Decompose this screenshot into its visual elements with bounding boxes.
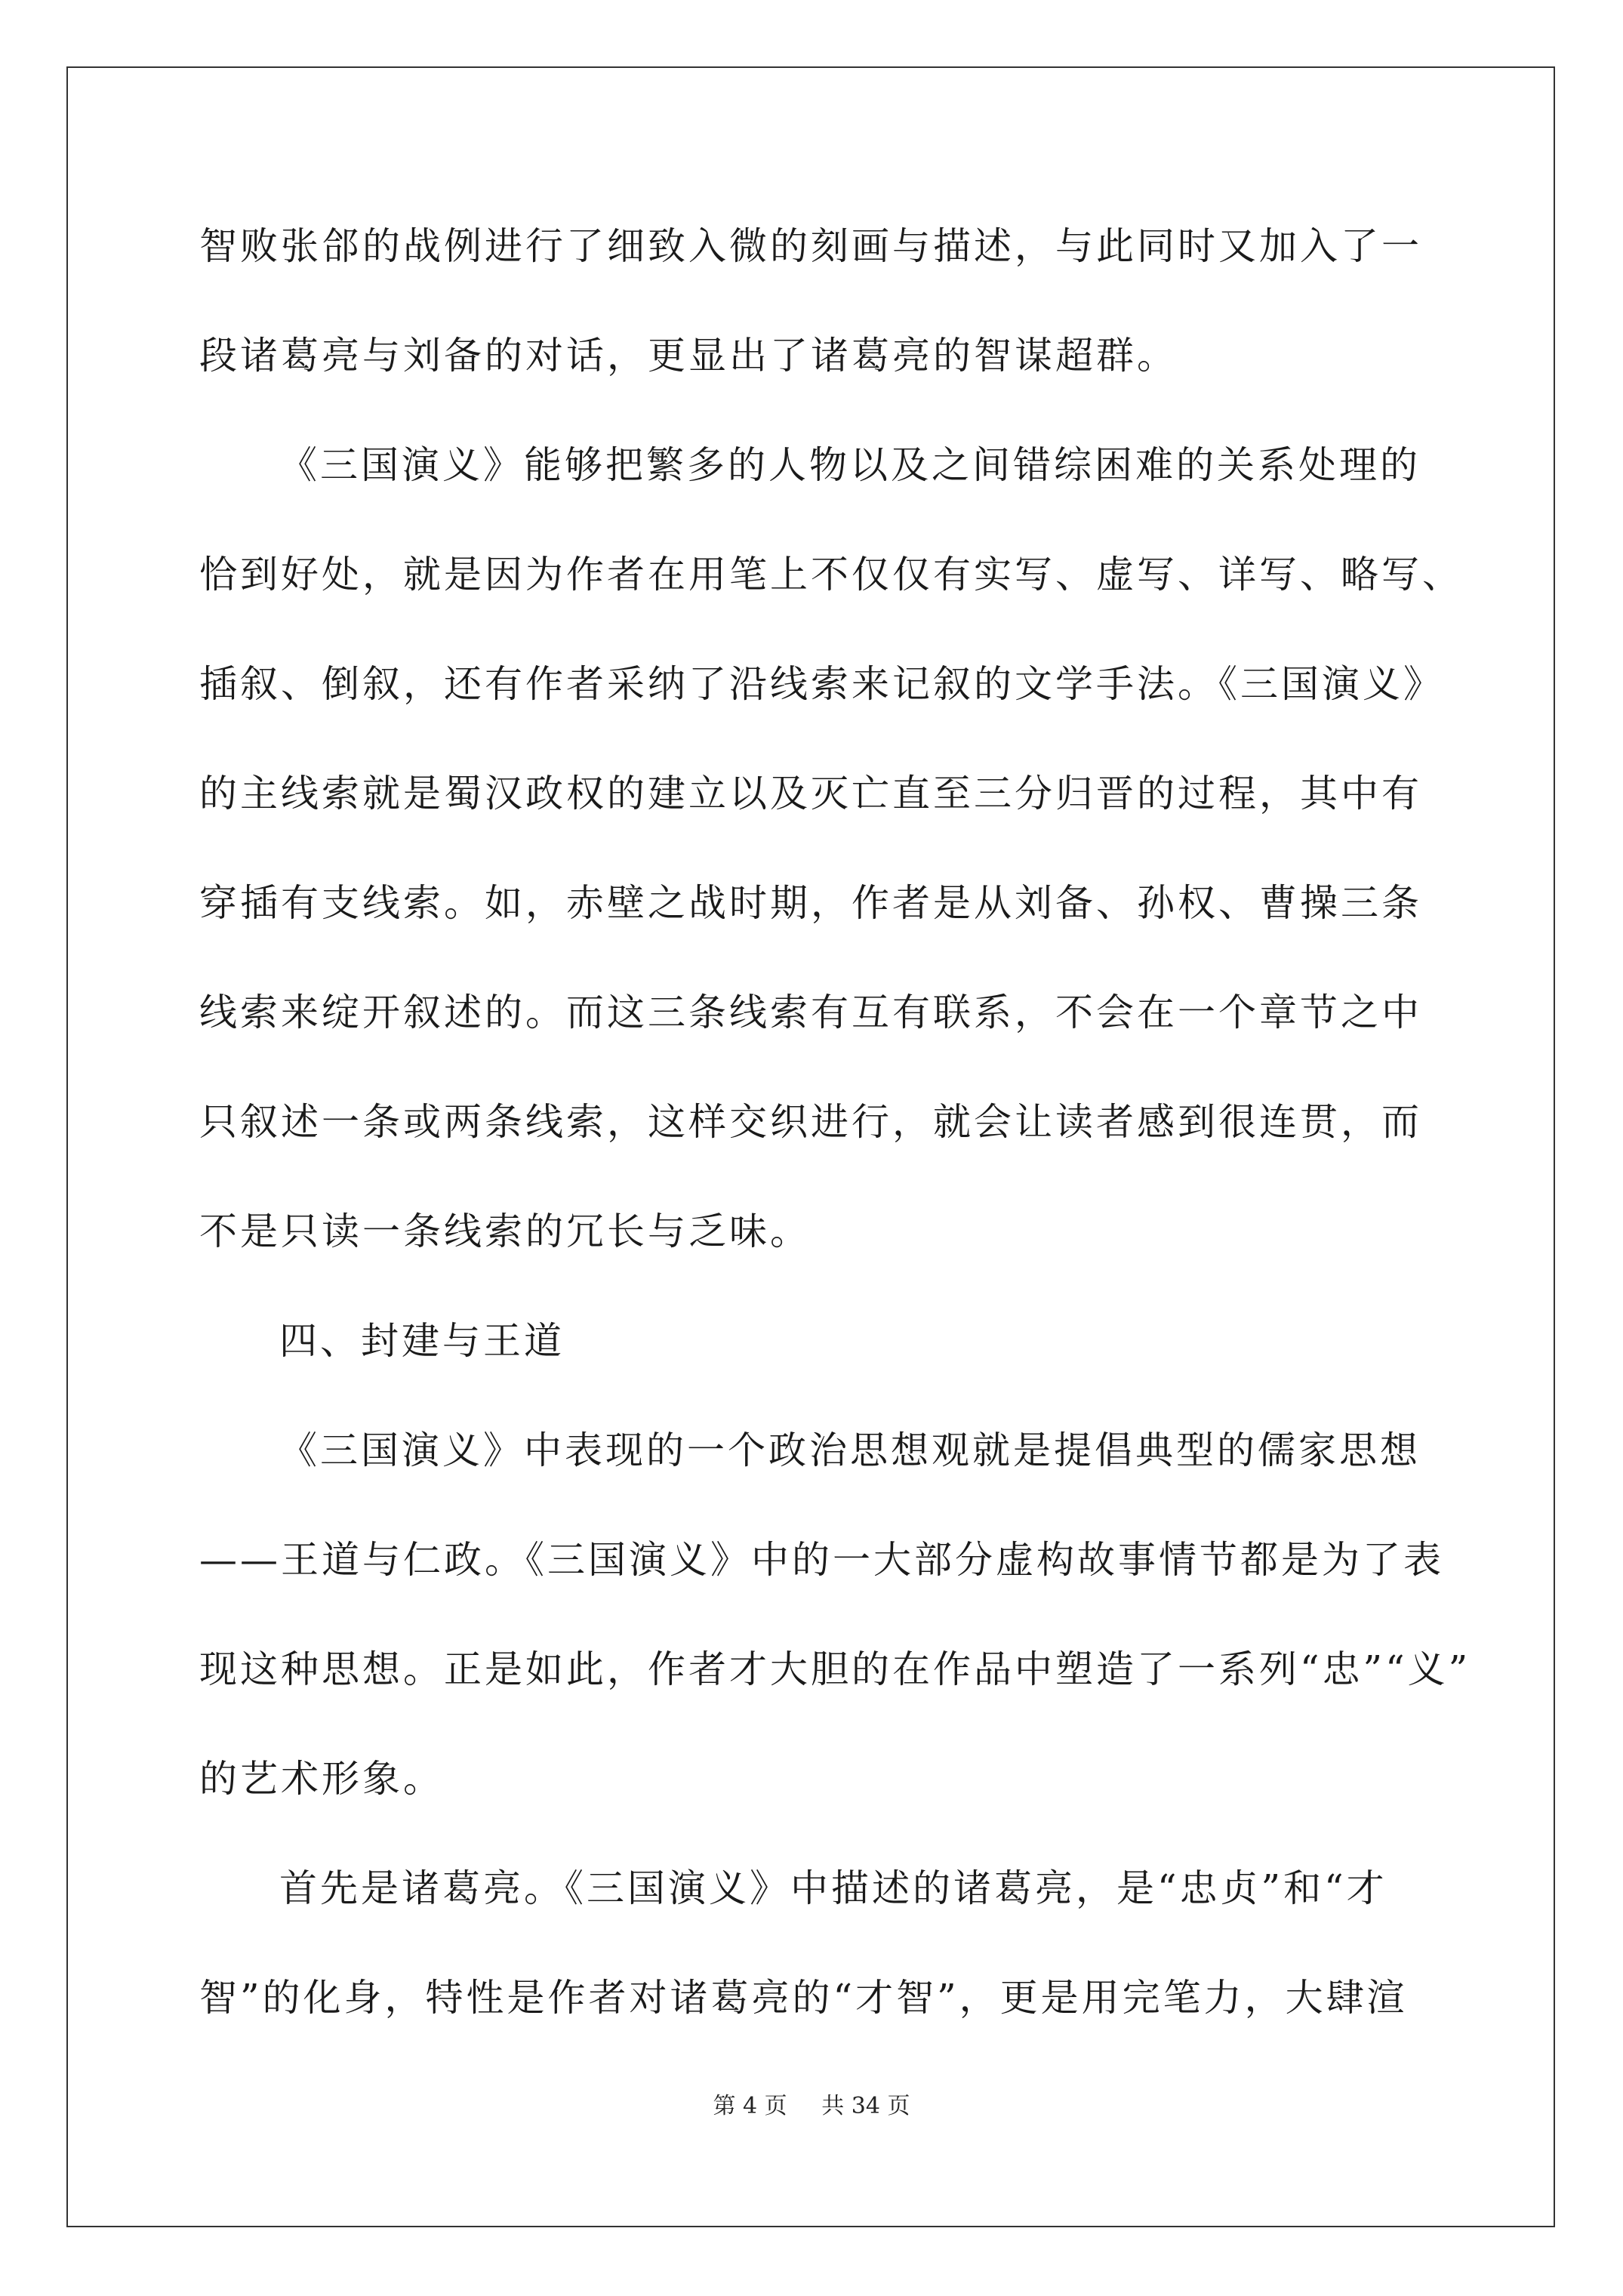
text-line-10: 不是只读一条线索的冗长与乏味。 <box>199 1210 811 1253</box>
page-number: 第 4 页 <box>713 2093 787 2119</box>
document-body <box>199 192 1471 2053</box>
section-heading: 四、封建与王道 <box>279 1319 565 1363</box>
text-line-7: 穿插有支线索。如，赤壁之战时期，作者是从刘备、孙权、曹操三条 <box>199 881 1422 925</box>
text-line-12: 《三国演义》中表现的一个政治思想观就是提倡典型的儒家思想 <box>279 1428 1421 1472</box>
text-line-6: 的主线索就是蜀汉政权的建立以及灭亡直至三分归晋的过程，其中有 <box>199 772 1422 815</box>
text-line-9: 只叙述一条或两条线索，这样交织进行，就会让读者感到很连贯，而 <box>199 1100 1422 1144</box>
page-footer <box>0 2091 1623 2122</box>
text-line-5: 插叙、倒叙，还有作者采纳了沿线索来记叙的文学手法。《三国演义》 <box>199 662 1444 706</box>
text-line-16: 首先是诸葛亮。《三国演义》中描述的诸葛亮，是“忠贞”和“才 <box>279 1866 1387 1910</box>
text-line-8: 线索来绽开叙述的。而这三条线索有互有联系，不会在一个章节之中 <box>199 991 1422 1034</box>
text-line-1: 智败张郃的战例进行了细致入微的刻画与描述，与此同时又加入了一 <box>199 224 1422 268</box>
text-line-13: ——王道与仁政。《三国演义》中的一大部分虚构故事情节都是为了表 <box>199 1538 1444 1582</box>
page-total: 共 34 页 <box>821 2093 910 2119</box>
text-line-2: 段诸葛亮与刘备的对话，更显出了诸葛亮的智谋超群。 <box>199 334 1178 378</box>
text-line-4: 恰到好处，就是因为作者在用笔上不仅仅有实写、虚写、详写、略写、 <box>199 553 1463 596</box>
text-line-17: 智”的化身，特性是作者对诸葛亮的“才智”，更是用完笔力，大肆渲 <box>199 1976 1408 2020</box>
text-line-14: 现这种思想。正是如此，作者才大胆的在作品中塑造了一系列“忠”“义” <box>199 1647 1471 1691</box>
text-line-15: 的艺术形象。 <box>199 1757 444 1801</box>
text-line-3: 《三国演义》能够把繁多的人物以及之间错综困难的关系处理的 <box>279 443 1421 487</box>
